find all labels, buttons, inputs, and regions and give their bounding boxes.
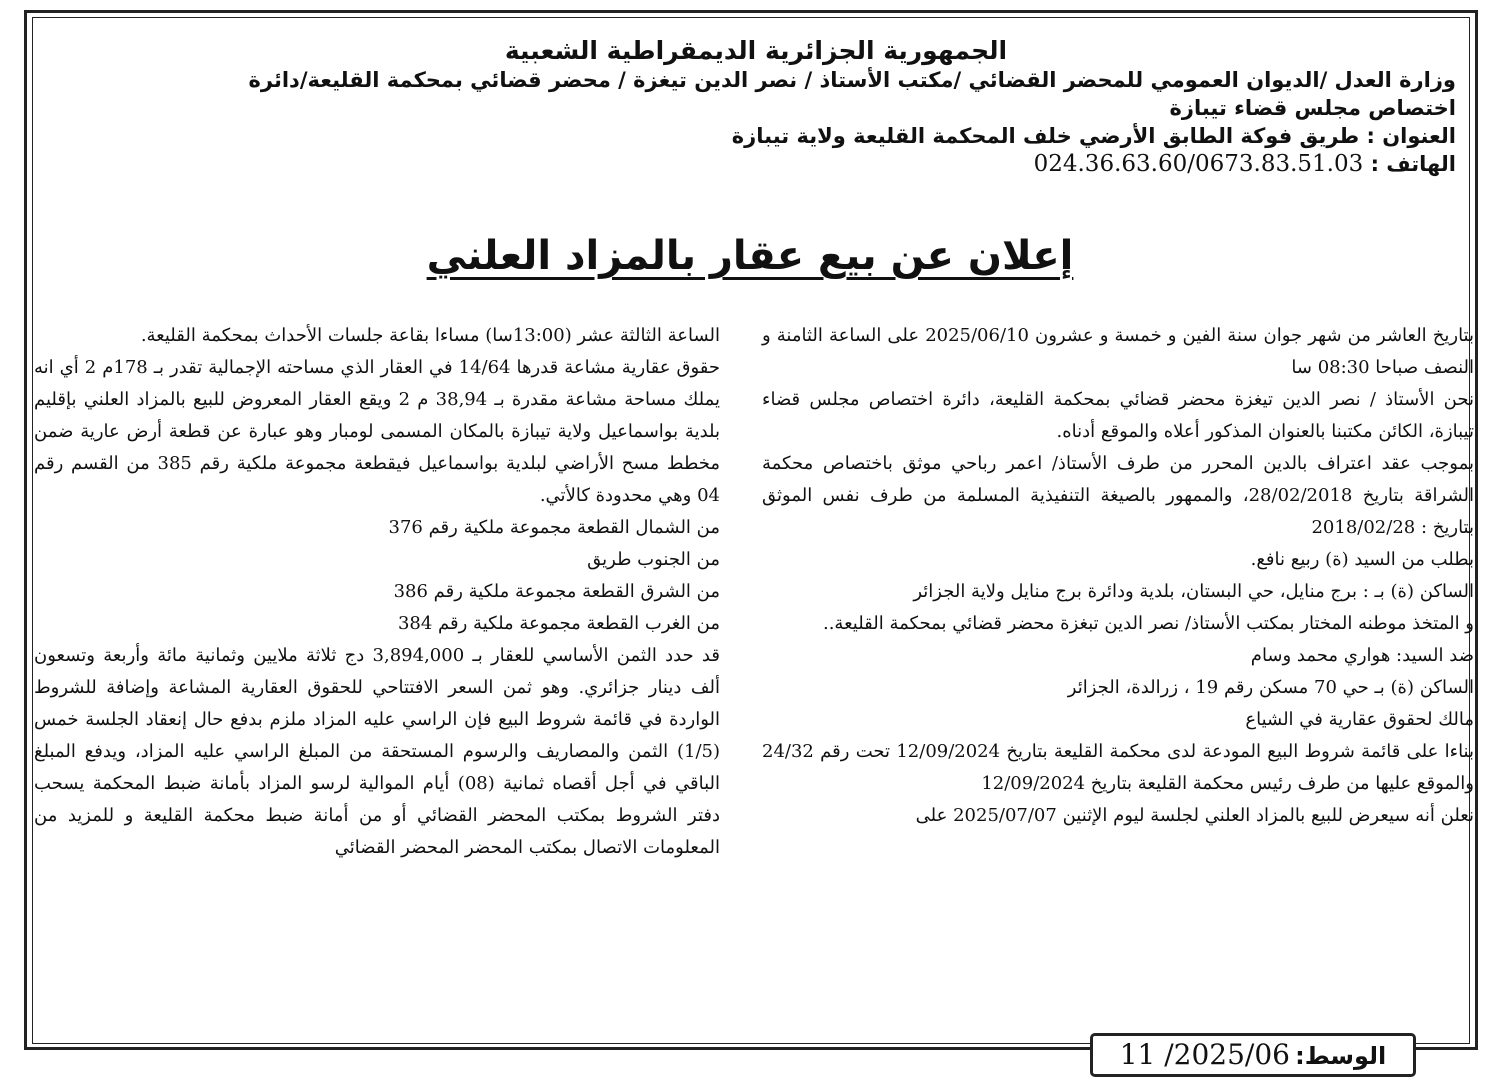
- paragraph: نحن الأستاذ / نصر الدين تيغزة محضر قضائي بمحكمة القليعة، دائرة اختصاص مجلس قضاء تيبازة، الكائن مكتبنا بالعنوان المذكور أعلاه والموقع أدناه.: [762, 389, 1474, 442]
- paragraph: من الشمال القطعة مجموعة ملكية رقم 376: [388, 517, 720, 538]
- announcement-title-text: إعلان عن بيع عقار بالمزاد العلني: [426, 233, 1074, 279]
- paragraph: بطلب من السيد (ة) ربيع نافع.: [1250, 549, 1474, 570]
- paragraph: ضد السيد: هواري محمد وسام: [1250, 645, 1474, 666]
- paragraph: مالك لحقوق عقارية في الشياع: [1245, 709, 1474, 730]
- paragraph: بناءا على قائمة شروط البيع المودعة لدى محكمة القليعة بتاريخ 12/09/2024 تحت رقم 24/32 والموقع عليها من طرف رئيس محكمة القليعة بتاريخ 12/09/2024: [762, 741, 1474, 794]
- phone-label: الهاتف :: [1370, 152, 1456, 176]
- paragraph: الساكن (ة) بـ : برج منايل، حي البستان، بلدية ودائرة برج منايل ولاية الجزائر: [913, 581, 1474, 602]
- phone-number: 024.36.63.60/0673.83.51.03: [1033, 151, 1364, 177]
- paragraph: الساكن (ة) بـ حي 70 مسكن رقم 19 ، زرالدة، الجزائر: [1067, 677, 1474, 698]
- phone-line: [40, 150, 1472, 178]
- paragraph: من الجنوب طريق: [587, 549, 720, 570]
- ministry-line: وزارة العدل /الديوان العمومي للمحضر القضائي /مكتب الأستاذ / نصر الدين تيغزة / محضر قضائي بمحكمة القليعة/دائرة: [248, 68, 1456, 92]
- paragraph: نعلن أنه سيعرض للبيع بالمزاد العلني لجلسة ليوم الإثنين 2025/07/07 على: [915, 805, 1474, 826]
- paragraph: قد حدد الثمن الأساسي للعقار بـ 3,894,000 دج ثلاثة ملايين وثمانية مائة وأربعة وتسعون ألف دينار جزائري. وهو ثمن السعر الافتتاحي للحقوق العقارية المشاعة وإضافة للشروط الواردة في قائمة شروط البيع فإن الراسي عليه المزاد ملزم بدفع حال إنعقاد الجلسة خمس (1/5) الثمن والمصاريف والرسوم المستحقة من المبلغ الراسي عليه المزاد، ويدفع المبلغ الباقي في أجل أقصاه ثمانية (08) أيام الموالية لرسو المزاد بأمانة ضبط المحكمة يسحب دفتر الشروط بمكتب المحضر القضائي أو من أمانة ضبط محكمة القليعة و للمزيد من المعلومات الاتصال بمكتب المحضر المحضر القضائي: [34, 645, 720, 858]
- address-line: العنوان : طريق فوكة الطابق الأرضي خلف المحكمة القليعة ولاية تيبازة: [731, 124, 1456, 148]
- left-column: [34, 320, 720, 864]
- paragraph: بموجب عقد اعتراف بالدين المحرر من طرف الأستاذ/ اعمر رباحي موثق باختصاص محكمة الشراقة بتاريخ 28/02/2018، والممهور بالصيغة التنفيذية المسلمة من طرف نفس الموثق بتاريخ : 2018/02/28: [762, 453, 1475, 538]
- paragraph: من الشرق القطعة مجموعة ملكية رقم 386: [393, 581, 720, 602]
- paragraph: بتاريخ العاشر من شهر جوان سنة الفين و خمسة و عشرون 2025/06/10 على الساعة الثامنة و النصف صباحا 08:30 سا: [762, 325, 1474, 378]
- announcement-title: [0, 228, 1500, 284]
- document-header: [40, 36, 1472, 178]
- paragraph: و المتخذ موطنه المختار بمكتب الأستاذ/ نصر الدين تبغزة محضر قضائي بمحكمة القليعة..: [822, 613, 1474, 634]
- paragraph: حقوق عقارية مشاعة قدرها 14/64 في العقار الذي مساحته الإجمالية تقدر بـ 178م 2 أي انه يملك مساحة مشاعة مقدرة بـ 38,94 م 2 ويقع العقار المعروض للبيع بالمزاد العلني بإقليم بلدية بواسماعيل ولاية تيبازة بالمكان المسمى لومبار وهو عبارة عن قطعة أرض عارية ضمن مخطط مسح الأراضي لبلدية بواسماعيل فيقطعة مجموعة ملكية رقم 385 من القسم رقم 04 وهي محدودة كالأتي.: [34, 357, 720, 506]
- publication-date-box: [1090, 1033, 1416, 1077]
- republic-name: الجمهورية الجزائرية الديمقراطية الشعبية: [504, 36, 1008, 65]
- newspaper-name: الوسط:: [1295, 1042, 1387, 1070]
- right-column: [762, 320, 1474, 832]
- paragraph: الساعة الثالثة عشر (13:00سا) مساءا بقاعة جلسات الأحداث بمحكمة القليعة.: [140, 325, 720, 346]
- jurisdiction-line: اختصاص مجلس قضاء تيبازة: [1169, 96, 1456, 120]
- paragraph: من الغرب القطعة مجموعة ملكية رقم 384: [397, 613, 720, 634]
- publication-date: 11 /2025/06: [1119, 1038, 1290, 1071]
